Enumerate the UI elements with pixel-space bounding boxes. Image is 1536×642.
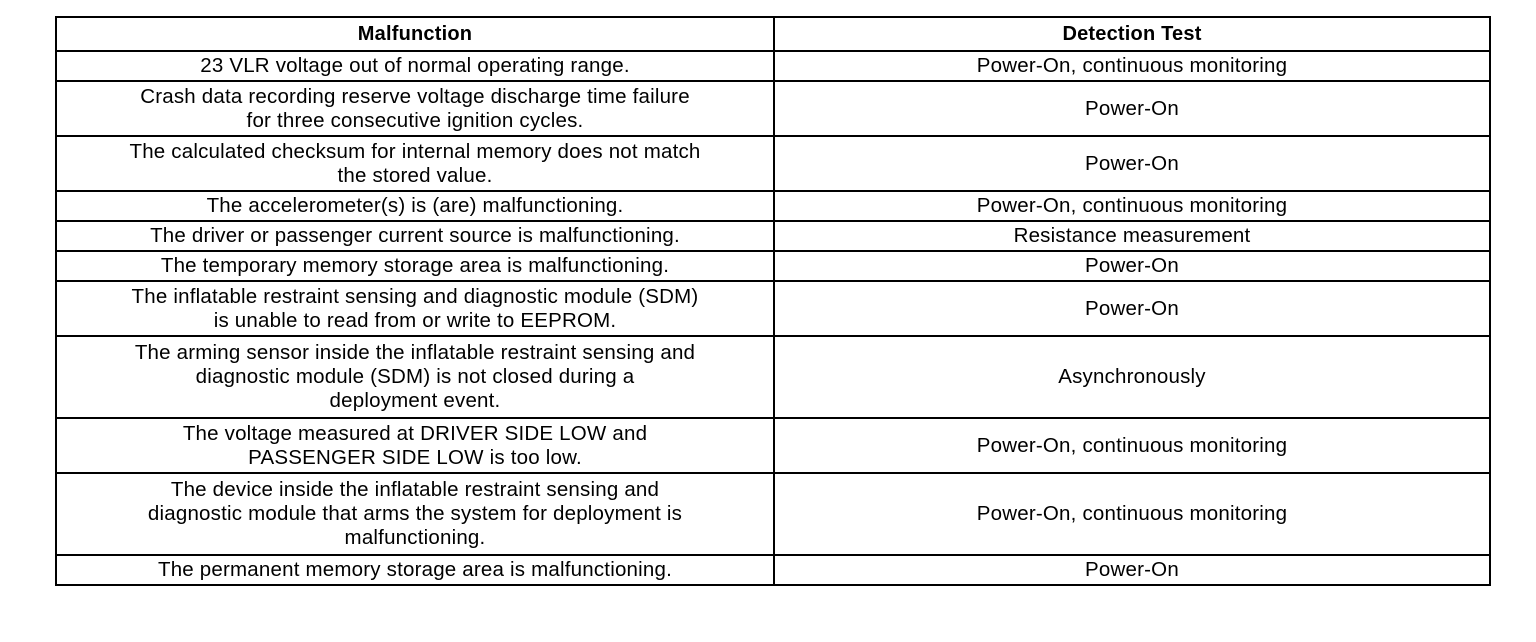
detection-cell: Resistance measurement bbox=[774, 221, 1490, 251]
detection-cell: Asynchronously bbox=[774, 336, 1490, 418]
malfunction-cell: The device inside the inflatable restraint sensing and diagnostic module that arms the system for deployment is malfunctioning. bbox=[56, 473, 774, 555]
table-row bbox=[56, 51, 1490, 81]
table-row bbox=[56, 191, 1490, 221]
malfunction-cell: The voltage measured at DRIVER SIDE LOW and PASSENGER SIDE LOW is too low. bbox=[56, 418, 774, 473]
table-row bbox=[56, 555, 1490, 585]
detection-cell: Power-On, continuous monitoring bbox=[774, 473, 1490, 555]
table-row bbox=[56, 221, 1490, 251]
malfunction-cell: Crash data recording reserve voltage discharge time failure for three consecutive ignition cycles. bbox=[56, 81, 774, 136]
table-row bbox=[56, 136, 1490, 191]
detection-cell: Power-On bbox=[774, 555, 1490, 585]
malfunction-cell: 23 VLR voltage out of normal operating range. bbox=[56, 51, 774, 81]
malfunction-cell: The arming sensor inside the inflatable restraint sensing and diagnostic module (SDM) is not closed during a deployment event. bbox=[56, 336, 774, 418]
table-row bbox=[56, 336, 1490, 418]
detection-cell: Power-On bbox=[774, 281, 1490, 336]
table-header-row bbox=[56, 17, 1490, 51]
malfunction-table-container bbox=[55, 16, 1489, 586]
table-row bbox=[56, 281, 1490, 336]
table-row bbox=[56, 418, 1490, 473]
table-row bbox=[56, 251, 1490, 281]
malfunction-cell: The inflatable restraint sensing and diagnostic module (SDM) is unable to read from or write to EEPROM. bbox=[56, 281, 774, 336]
detection-cell: Power-On, continuous monitoring bbox=[774, 418, 1490, 473]
header-detection-test: Detection Test bbox=[774, 17, 1490, 51]
malfunction-cell: The temporary memory storage area is malfunctioning. bbox=[56, 251, 774, 281]
detection-cell: Power-On bbox=[774, 81, 1490, 136]
table-row bbox=[56, 81, 1490, 136]
malfunction-cell: The permanent memory storage area is malfunctioning. bbox=[56, 555, 774, 585]
detection-cell: Power-On, continuous monitoring bbox=[774, 191, 1490, 221]
header-malfunction: Malfunction bbox=[56, 17, 774, 51]
malfunction-cell: The accelerometer(s) is (are) malfunctioning. bbox=[56, 191, 774, 221]
malfunction-cell: The driver or passenger current source is malfunctioning. bbox=[56, 221, 774, 251]
table-row bbox=[56, 473, 1490, 555]
malfunction-detection-table bbox=[55, 16, 1491, 586]
detection-cell: Power-On bbox=[774, 251, 1490, 281]
detection-cell: Power-On bbox=[774, 136, 1490, 191]
detection-cell: Power-On, continuous monitoring bbox=[774, 51, 1490, 81]
malfunction-cell: The calculated checksum for internal memory does not match the stored value. bbox=[56, 136, 774, 191]
